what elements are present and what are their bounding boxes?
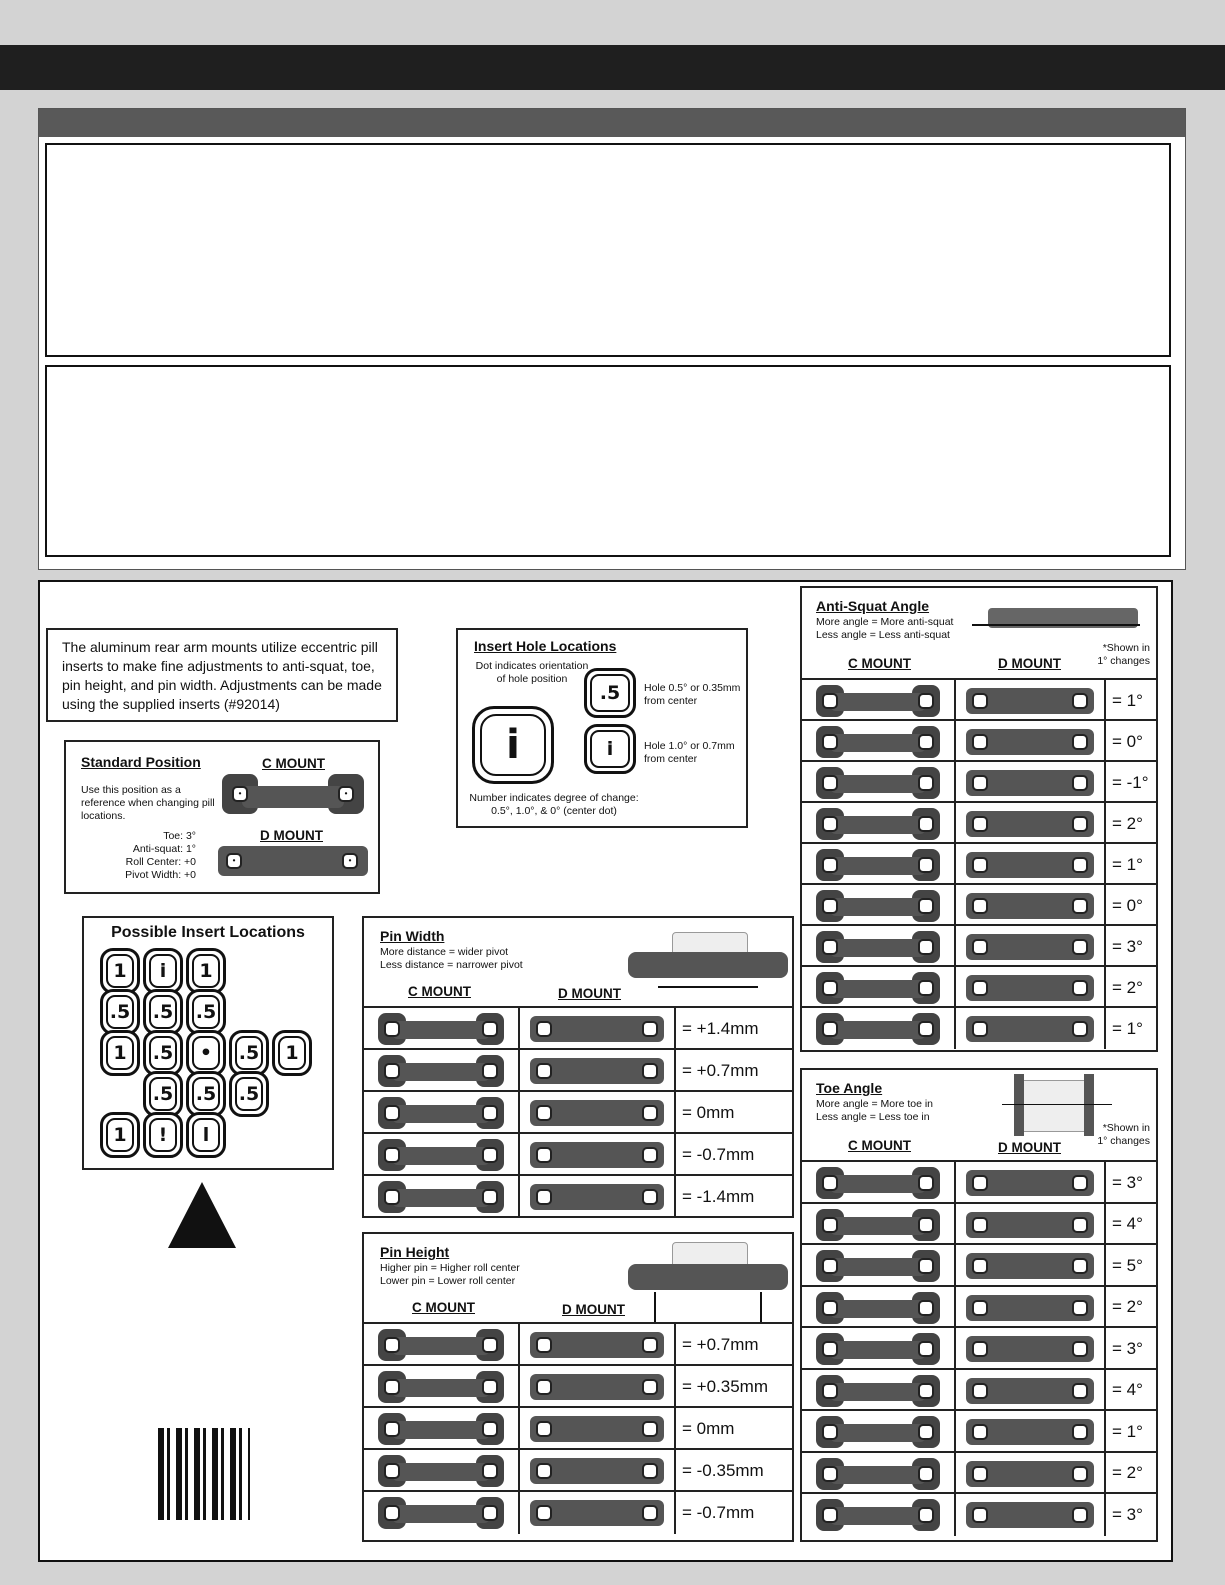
adjustment-value: = 1° [1112,1421,1143,1441]
c-mount-image [816,1499,940,1531]
c-mount-image [378,1097,504,1129]
c-mount-cell [802,721,956,762]
standard-d-mount-image: • • [218,846,368,876]
d-mount-cell [956,1245,1106,1287]
number-note: Number indicates degree of change: 0.5°, 1.0°, & 0° (center dot) [469,792,639,817]
c-mount-cell [802,967,956,1008]
adjustment-value: = 0mm [682,1419,735,1438]
c-mount-image [816,685,940,717]
c-mount-cell [364,1408,520,1450]
c-mount-cell [802,1162,956,1204]
c-mount-cell [802,762,956,803]
c-mount-image [816,767,940,799]
c-mount-cell [364,1176,520,1218]
adjustment-row [802,1451,1156,1495]
c-mount-image [378,1139,504,1171]
d-mount-image [530,1374,664,1400]
adjustment-row [364,1448,792,1492]
d-mount-image [966,1378,1094,1404]
c-mount-cell [802,844,956,885]
insert-pill: ! [143,1112,183,1158]
c-mount-cell [364,1450,520,1492]
adjustment-row [364,1174,792,1218]
d-mount-image [530,1458,664,1484]
d-mount-image [966,1253,1094,1279]
c-mount-cell [364,1324,520,1366]
c-mount-cell [802,1411,956,1453]
d-mount-image [966,1212,1094,1238]
adjustment-value: = 5° [1112,1255,1143,1275]
standard-c-mount-image: • • [222,774,364,814]
c-mount-image [378,1455,504,1487]
c-mount-cell [364,1092,520,1134]
c-mount-cell [802,803,956,844]
d-mount-image [966,770,1094,796]
adjustment-value: = 0mm [682,1103,735,1122]
empty-text-box-1 [45,143,1171,357]
d-mount-image [530,1332,664,1358]
adjustment-value: = -1° [1112,772,1149,792]
adjustment-row [802,1202,1156,1246]
anti-squat-title: Anti-Squat Angle [816,598,930,614]
anti-squat-d-mount: D MOUNT [998,656,1061,671]
pin-width-title: Pin Width [380,928,445,944]
d-mount-image [966,1336,1094,1362]
pin-width-line1: More distance = wider pivot [380,946,509,958]
d-mount-image [530,1416,664,1442]
d-mount-cell [956,803,1106,844]
anti-squat-table [800,586,1158,1052]
adjustment-row [364,1490,792,1534]
pin-height-title: Pin Height [380,1244,450,1260]
adjustment-value: = 3° [1112,1338,1143,1358]
hole-one-desc: Hole 1.0° or 0.7mm from center [644,740,735,765]
c-mount-image [816,890,940,922]
hole-half-desc: Hole 0.5° or 0.35mm from center [644,682,741,707]
insert-hole-box [456,628,748,828]
insert-pill: .5 [186,1071,226,1117]
d-mount-image [966,934,1094,960]
qr-code [158,1428,250,1520]
hole-half-icon: .5 [584,668,636,718]
insert-pill: 1 [100,1030,140,1076]
d-mount-cell [956,1453,1106,1495]
anti-squat-note: *Shown in 1° changes [1097,642,1150,667]
adjustment-value: = 2° [1112,813,1143,833]
c-mount-image [816,931,940,963]
d-mount-cell [520,1366,676,1408]
c-mount-cell [802,926,956,967]
c-mount-image [816,726,940,758]
c-mount-image [816,808,940,840]
c-mount-image [816,1209,940,1241]
pin-height-c-mount: C MOUNT [412,1300,475,1315]
adjustment-row [802,1409,1156,1453]
d-mount-cell [956,844,1106,885]
big-insert-label: i [480,714,546,776]
c-mount-cell [364,1134,520,1176]
c-mount-cell [802,1008,956,1049]
adjustment-value: = +0.7mm [682,1335,759,1354]
c-mount-image [378,1181,504,1213]
standard-d-mount-label: D MOUNT [260,828,323,843]
adjustment-value: = 4° [1112,1214,1143,1234]
c-mount-image [378,1013,504,1045]
d-mount-cell [956,885,1106,926]
d-mount-cell [956,1370,1106,1412]
d-mount-cell [520,1450,676,1492]
d-mount-cell [956,721,1106,762]
c-mount-cell [364,1366,520,1408]
adjustment-value: = 1° [1112,690,1143,710]
d-mount-cell [956,762,1106,803]
standard-position-title: Standard Position [81,754,201,770]
insert-pill: .5 [143,989,183,1035]
hole-one-icon: i [584,724,636,774]
anti-squat-diagram [972,600,1142,634]
intro-text: The aluminum rear arm mounts utilize eccentric pill inserts to make fine adjustments to anti-squat, toe, pin height, and pin width. Adjustments can be made using the supplied inserts (#92014) [62,639,382,712]
dot-note: Dot indicates orientation of hole position [475,660,589,685]
spec-pivot-width: Pivot Width: +0 [125,869,196,881]
pin-width-line2: Less distance = narrower pivot [380,959,523,971]
adjustment-value: = 2° [1112,977,1143,997]
c-mount-cell [802,1287,956,1329]
pin-height-d-mount: D MOUNT [562,1302,625,1317]
adjustment-value: = 3° [1112,936,1143,956]
c-mount-image [378,1497,504,1529]
c-mount-image [378,1055,504,1087]
d-mount-image [530,1142,664,1168]
anti-squat-line2: Less angle = Less anti-squat [816,629,950,641]
d-mount-image [530,1184,664,1210]
d-mount-image [530,1016,664,1042]
pin-height-diagram [628,1242,788,1322]
adjustment-value: = 2° [1112,1297,1143,1317]
adjustment-row [802,1492,1156,1536]
insert-pill: 1 [100,1112,140,1158]
adjustment-row [802,965,1156,1008]
adjustment-row [802,1326,1156,1370]
c-mount-image [816,1416,940,1448]
adjustment-row [802,678,1156,721]
insert-guide-panel [38,580,1173,1562]
c-mount-image [816,849,940,881]
d-mount-image [530,1100,664,1126]
d-mount-image [966,1016,1094,1042]
pin-width-diagram [628,932,788,992]
top-panel [38,108,1186,570]
intro-box [46,628,398,722]
panel-header-bar [39,109,1185,137]
adjustment-row [364,1364,792,1408]
adjustment-row [802,1285,1156,1329]
insert-pill: .5 [143,1071,183,1117]
insert-hole-title: Insert Hole Locations [474,638,617,654]
adjustment-row [364,1406,792,1450]
c-mount-cell [802,1494,956,1536]
adjustment-row [802,883,1156,926]
up-arrow-triangle [168,1182,236,1248]
insert-pill: 1 [100,948,140,994]
toe-title: Toe Angle [816,1080,883,1096]
d-mount-cell [956,1328,1106,1370]
d-mount-image [966,811,1094,837]
c-mount-cell [802,1328,956,1370]
insert-pill: 1 [272,1030,312,1076]
c-mount-image [816,972,940,1004]
adjustment-value: = 4° [1112,1380,1143,1400]
c-mount-image [816,1013,940,1045]
toe-c-mount: C MOUNT [848,1138,911,1153]
adjustment-value: = 2° [1112,1463,1143,1483]
adjustment-value: = 1° [1112,854,1143,874]
pin-height-line1: Higher pin = Higher roll center [380,1262,520,1274]
pin-width-c-mount: C MOUNT [408,984,471,999]
d-mount-cell [520,1050,676,1092]
d-mount-image [966,1170,1094,1196]
c-mount-cell [802,1453,956,1495]
c-mount-image [378,1413,504,1445]
d-mount-cell [520,1008,676,1050]
c-mount-cell [364,1492,520,1534]
adjustment-value: = +0.7mm [682,1061,759,1080]
insert-pill: 1 [186,948,226,994]
adjustment-row [802,1243,1156,1287]
big-insert-icon [472,706,554,784]
insert-pill: .5 [186,989,226,1035]
pin-height-line2: Lower pin = Lower roll center [380,1275,516,1287]
insert-pill: • [186,1030,226,1076]
insert-pill: .5 [229,1071,269,1117]
d-mount-image [966,688,1094,714]
c-mount-image [378,1329,504,1361]
d-mount-image [966,1295,1094,1321]
adjustment-value: = -0.7mm [682,1503,755,1522]
insert-pill: .5 [143,1030,183,1076]
insert-pill: .5 [229,1030,269,1076]
insert-pill: i [143,948,183,994]
adjustment-row [802,760,1156,803]
standard-specs [96,830,196,882]
d-mount-cell [956,1008,1106,1049]
adjustment-row [802,1006,1156,1049]
insert-pill: l [186,1112,226,1158]
c-mount-cell [364,1050,520,1092]
d-mount-cell [956,1162,1106,1204]
top-black-band [0,45,1225,90]
d-mount-image [966,1461,1094,1487]
anti-squat-c-mount: C MOUNT [848,656,911,671]
adjustment-row [802,924,1156,967]
c-mount-cell [802,680,956,721]
adjustment-value: = 3° [1112,1172,1143,1192]
d-mount-cell [520,1492,676,1534]
spec-toe: Toe: 3° [163,830,196,842]
d-mount-image [966,729,1094,755]
d-mount-cell [520,1408,676,1450]
c-mount-image [816,1250,940,1282]
d-mount-cell [520,1176,676,1218]
d-mount-cell [520,1134,676,1176]
d-mount-cell [520,1324,676,1366]
c-mount-image [816,1333,940,1365]
c-mount-image [816,1292,940,1324]
pin-height-table [362,1232,794,1542]
adjustment-value: = 0° [1112,895,1143,915]
c-mount-cell [802,1245,956,1287]
toe-d-mount: D MOUNT [998,1140,1061,1155]
possible-inserts-title: Possible Insert Locations [111,924,305,941]
d-mount-cell [956,1411,1106,1453]
pin-width-table [362,916,794,1218]
d-mount-cell [956,1287,1106,1329]
d-mount-image [530,1058,664,1084]
toe-line2: Less angle = Less toe in [816,1111,930,1123]
d-mount-cell [956,967,1106,1008]
adjustment-row [802,842,1156,885]
d-mount-cell [520,1092,676,1134]
adjustment-row [364,1090,792,1134]
adjustment-value: = +0.35mm [682,1377,768,1396]
adjustment-value: = 0° [1112,731,1143,751]
anti-squat-line1: More angle = More anti-squat [816,616,954,628]
adjustment-row [802,1368,1156,1412]
c-mount-cell [802,885,956,926]
adjustment-value: = -0.35mm [682,1461,764,1480]
c-mount-image [816,1458,940,1490]
c-mount-cell [364,1008,520,1050]
toe-diagram [1002,1074,1112,1140]
adjustment-value: = -0.7mm [682,1145,755,1164]
c-mount-image [816,1167,940,1199]
adjustment-row [364,1006,792,1050]
d-mount-image [966,1502,1094,1528]
possible-inserts-box [82,916,334,1170]
toe-angle-table [800,1068,1158,1542]
standard-c-mount-label: C MOUNT [262,756,325,771]
d-mount-image [966,852,1094,878]
d-mount-image [966,975,1094,1001]
adjustment-row [802,801,1156,844]
adjustment-value: = 3° [1112,1504,1143,1524]
adjustment-row [802,1160,1156,1204]
spec-roll-center: Roll Center: +0 [125,856,196,868]
adjustment-row [364,1322,792,1366]
d-mount-cell [956,680,1106,721]
standard-position-desc: Use this position as a reference when changing pill locations. [81,784,215,822]
standard-position-box [64,740,380,894]
c-mount-image [378,1371,504,1403]
d-mount-cell [956,1204,1106,1246]
adjustment-value: = +1.4mm [682,1019,759,1038]
c-mount-cell [802,1370,956,1412]
adjustment-value: = -1.4mm [682,1187,755,1206]
d-mount-cell [956,926,1106,967]
spec-anti-squat: Anti-squat: 1° [132,843,196,855]
c-mount-image [816,1375,940,1407]
adjustment-row [802,719,1156,762]
pin-width-d-mount: D MOUNT [558,986,621,1001]
toe-note: *Shown in 1° changes [1097,1122,1150,1147]
d-mount-image [966,1419,1094,1445]
adjustment-value: = 1° [1112,1018,1143,1038]
toe-line1: More angle = More toe in [816,1098,934,1110]
d-mount-image [966,893,1094,919]
d-mount-cell [956,1494,1106,1536]
adjustment-row [364,1048,792,1092]
insert-pill: .5 [100,989,140,1035]
c-mount-cell [802,1204,956,1246]
empty-text-box-2 [45,365,1171,557]
d-mount-image [530,1500,664,1526]
adjustment-row [364,1132,792,1176]
